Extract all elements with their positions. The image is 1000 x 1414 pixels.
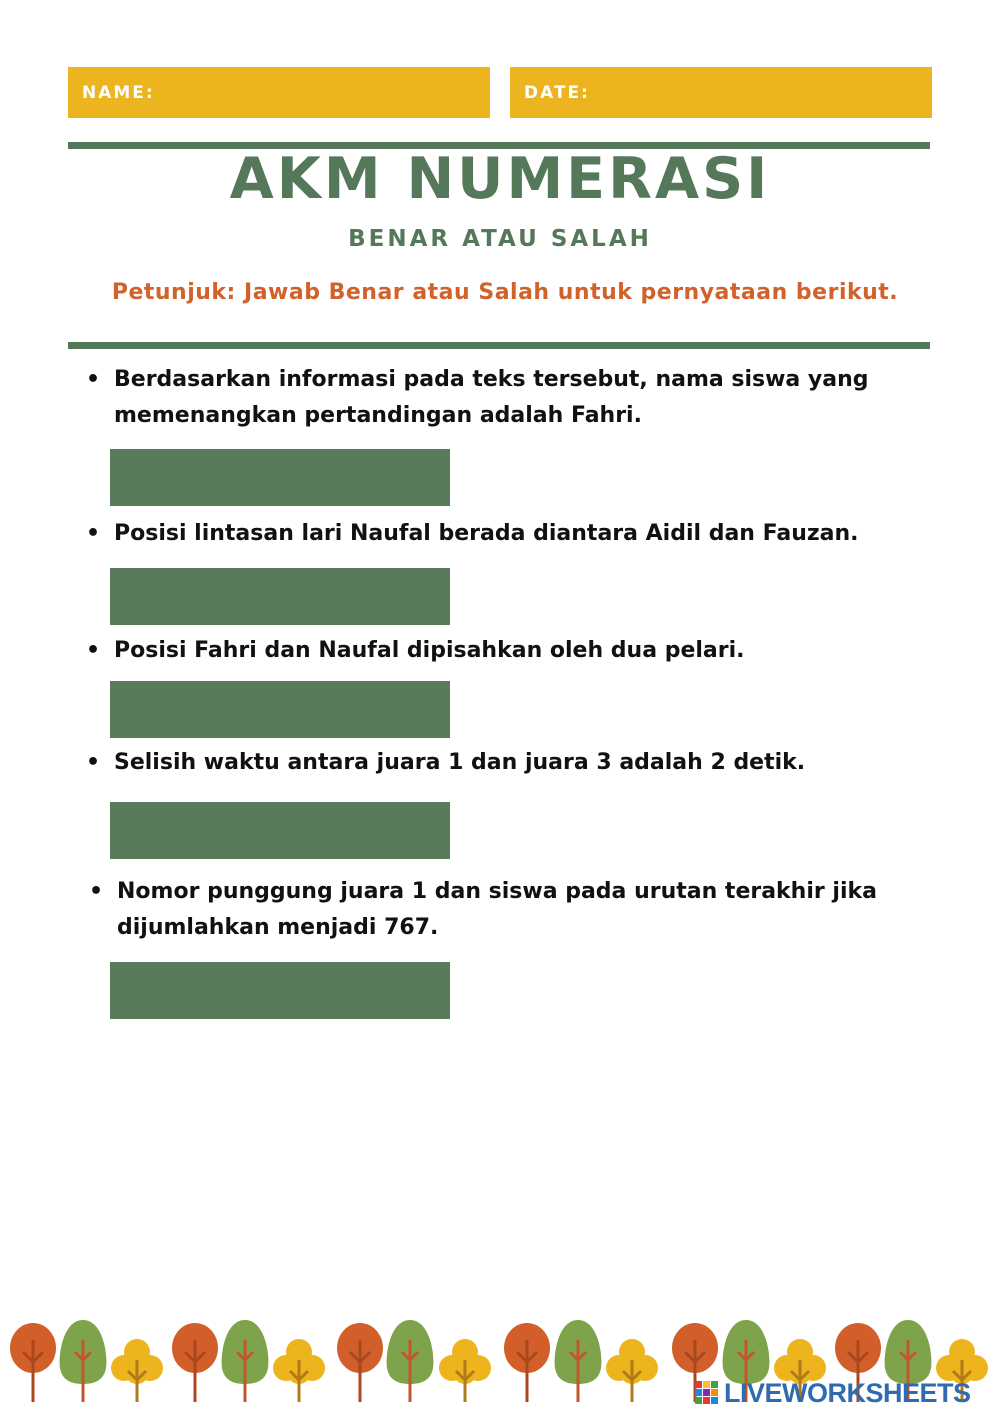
bullet: • [86,367,101,392]
tree-green-icon [222,1320,269,1402]
question-1 [86,362,886,434]
tree-orange-icon [337,1323,383,1402]
answer-box-1[interactable] [110,449,450,506]
page-title: AKM NUMERASI [229,146,771,212]
answer-box-5[interactable] [110,962,450,1019]
liveworksheets-logo-icon [694,1380,720,1406]
tree-yellow-icon [606,1339,658,1402]
question-text: Posisi Fahri dan Naufal dipisahkan oleh dua pelari. [114,638,745,663]
bottom-divider [68,342,930,349]
bullet: • [86,638,101,663]
question-text: Posisi lintasan lari Naufal berada diantara Aidil dan Fauzan. [114,521,859,546]
tree-green-icon [555,1320,602,1402]
watermark-text: LIVEWORKSHEETS [724,1377,971,1408]
question-3 [86,633,886,669]
tree-yellow-icon [439,1339,491,1402]
name-label: NAME: [82,82,155,103]
bullet: • [89,879,104,904]
bullet: • [86,521,101,546]
answer-box-3[interactable] [110,681,450,738]
tree-green-icon [387,1320,434,1402]
bullet: • [86,750,101,775]
instruction-text: Petunjuk: Jawab Benar atau Salah untuk pernyataan berikut. [111,280,899,305]
page-subtitle: BENAR ATAU SALAH [348,226,652,252]
liveworksheets-watermark[interactable] [694,1378,971,1408]
tree-orange-icon [172,1323,218,1402]
name-field[interactable] [68,67,490,118]
question-text: Berdasarkan informasi pada teks tersebut, nama siswa yang memenangkan pertandingan adalah Fahri. [114,367,869,428]
tree-yellow-icon [111,1339,163,1402]
question-4 [86,745,886,781]
question-text: Selisih waktu antara juara 1 dan juara 3 adalah 2 detik. [114,750,806,775]
answer-box-2[interactable] [110,568,450,625]
tree-yellow-icon [273,1339,325,1402]
question-2 [86,516,886,552]
date-label: DATE: [524,82,590,103]
tree-orange-icon [10,1323,56,1402]
answer-box-4[interactable] [110,802,450,859]
question-text: Nomor punggung juara 1 dan siswa pada urutan terakhir jika dijumlahkan menjadi 767. [117,879,877,940]
tree-green-icon [60,1320,107,1402]
date-field[interactable] [510,67,932,118]
tree-orange-icon [504,1323,550,1402]
question-5 [89,874,889,946]
